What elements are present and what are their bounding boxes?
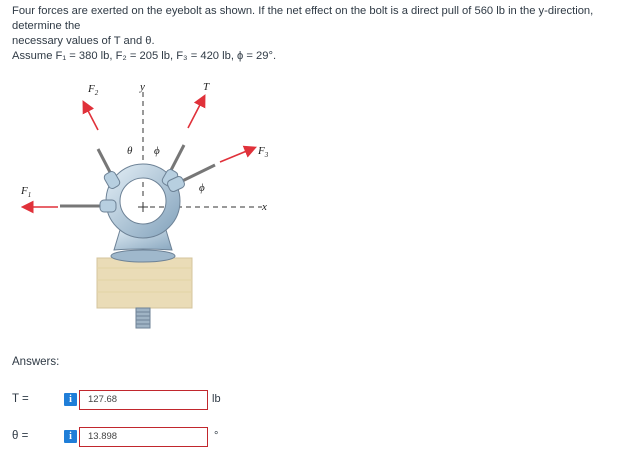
wood-block xyxy=(97,258,192,308)
problem-line-3: Assume F₁ = 380 lb, F₂ = 205 lb, F₃ = 420 lb, ϕ = 29°. xyxy=(12,50,277,62)
answer-unit-t: lb xyxy=(212,393,221,405)
answer-input-theta[interactable]: 13.898 xyxy=(79,427,208,447)
x-label: x xyxy=(262,201,267,213)
problem-line-2: necessary values of T and θ. xyxy=(12,35,155,47)
f2-arrow xyxy=(84,103,98,130)
t-arrow xyxy=(188,97,204,128)
f3-label: $F_3$ xyxy=(258,145,269,159)
phi-label-right: ϕ xyxy=(199,182,205,194)
f3-arrow xyxy=(220,148,254,162)
phi-label-top: ϕ xyxy=(154,145,160,157)
info-icon[interactable]: i xyxy=(64,430,77,443)
problem-line-1: Four forces are exerted on the eyebolt as shown. If the net effect on the bolt is a direct pull of 560 lb in the y-direction, determine the xyxy=(12,5,594,32)
bolt-thread xyxy=(136,308,150,328)
answer-label-t: T = xyxy=(12,393,29,405)
info-icon[interactable]: i xyxy=(64,393,77,406)
answers-title: Answers: xyxy=(12,356,60,368)
answer-input-t[interactable]: 127.68 xyxy=(79,390,208,410)
eyebolt-figure xyxy=(0,70,320,340)
problem-statement xyxy=(12,4,634,64)
t-label: T xyxy=(203,81,210,93)
answer-label-theta: θ = xyxy=(12,430,29,442)
f2-label: $F_2$ xyxy=(88,83,99,97)
y-label: y xyxy=(140,81,145,93)
answer-unit-theta: ° xyxy=(214,430,219,442)
theta-label: θ xyxy=(127,145,133,157)
f1-label: $F_1$ xyxy=(21,185,32,199)
